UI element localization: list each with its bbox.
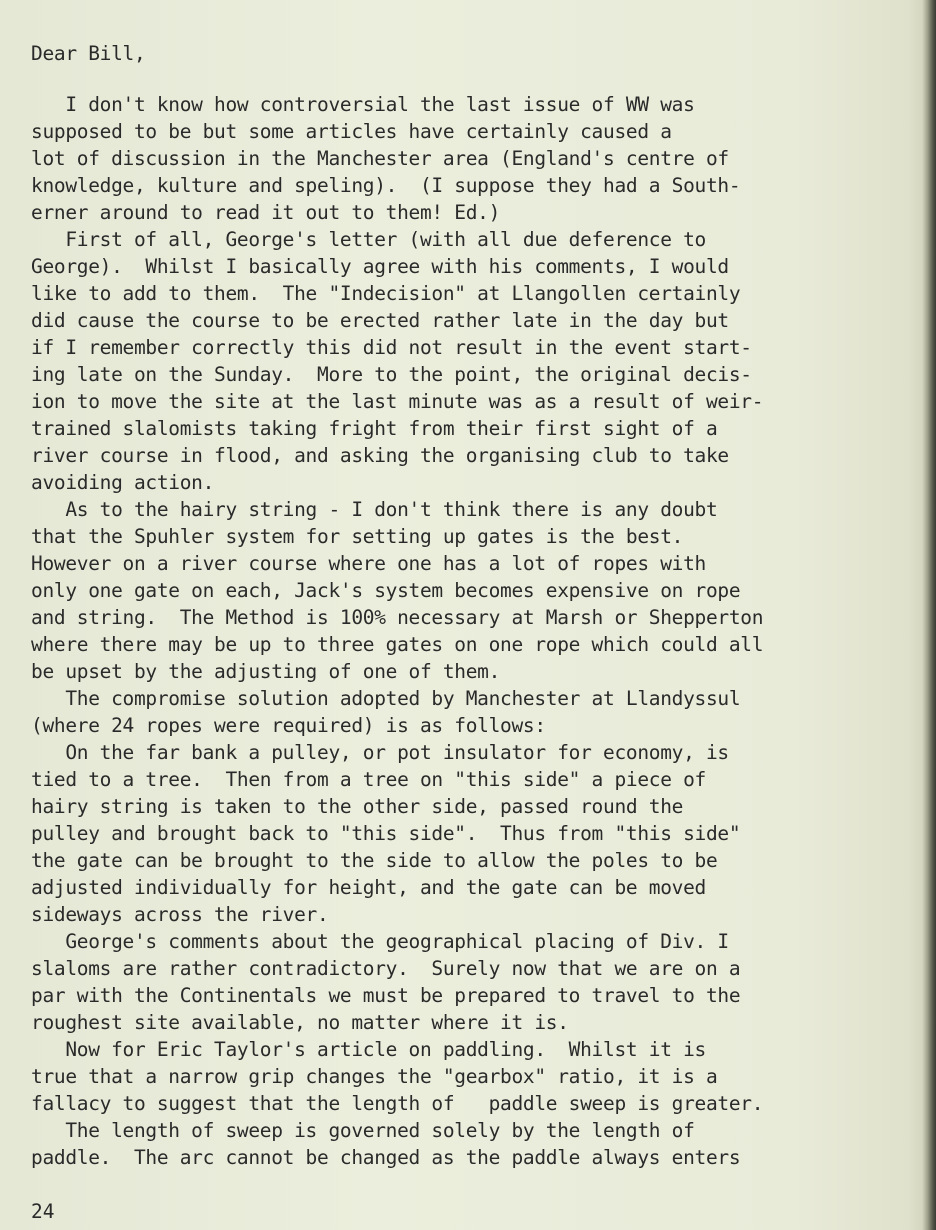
text-line: only one gate on each, Jack's system becomes expensive on rope: [31, 579, 741, 602]
salutation: Dear Bill,: [31, 42, 146, 65]
text-line: true that a narrow grip changes the "gearbox" ratio, it is a: [31, 1065, 718, 1088]
text-line: where there may be up to three gates on one rope which could all: [31, 633, 764, 656]
text-line: George). Whilst I basically agree with his comments, I would: [31, 255, 729, 278]
text-line: slaloms are rather contradictory. Surely now that we are on a: [31, 957, 741, 980]
text-line: tied to a tree. Then from a tree on "this side" a piece of: [31, 768, 706, 791]
text-line: pulley and brought back to "this side". Thus from "this side": [31, 822, 741, 845]
text-line: erner around to read it out to them! Ed.): [31, 201, 501, 224]
page-number: 24: [31, 1200, 55, 1223]
text-line: and string. The Method is 100% necessary at Marsh or Shepperton: [31, 606, 764, 629]
text-line: if I remember correctly this did not result in the event start-: [31, 336, 752, 359]
text-line: river course in flood, and asking the organising club to take: [31, 444, 729, 467]
text-line: roughest site available, no matter where it is.: [31, 1011, 569, 1034]
text-line: ion to move the site at the last minute was as a result of weir-: [31, 390, 764, 413]
text-line: avoiding action.: [31, 471, 215, 494]
text-line: lot of discussion in the Manchester area (England's centre of: [31, 147, 729, 170]
text-line: (where 24 ropes were required) is as follows:: [31, 714, 546, 737]
text-line: knowledge, kulture and speling). (I suppose they had a South-: [31, 174, 741, 197]
text-line: paddle. The arc cannot be changed as the paddle always enters: [31, 1146, 741, 1169]
text-line: did cause the course to be erected rather late in the day but: [31, 309, 729, 332]
text-line: be upset by the adjusting of one of them.: [31, 660, 501, 683]
text-line: trained slalomists taking fright from their first sight of a: [31, 417, 718, 440]
text-line: like to add to them. The "Indecision" at Llangollen certainly: [31, 282, 741, 305]
text-line: George's comments about the geographical placing of Div. I: [31, 930, 729, 953]
text-line: Now for Eric Taylor's article on paddling. Whilst it is: [31, 1038, 706, 1061]
text-line: par with the Continentals we must be prepared to travel to the: [31, 984, 741, 1007]
text-line: First of all, George's letter (with all due deference to: [31, 228, 706, 251]
text-line: sideways across the river.: [31, 903, 329, 926]
text-line: fallacy to suggest that the length of paddle sweep is greater.: [31, 1092, 764, 1115]
text-line: the gate can be brought to the side to allow the poles to be: [31, 849, 718, 872]
text-line: However on a river course where one has a lot of ropes with: [31, 552, 706, 575]
text-line: ing late on the Sunday. More to the point, the original decis-: [31, 363, 752, 386]
text-line: The compromise solution adopted by Manchester at Llandyssul: [31, 687, 741, 710]
text-line: As to the hairy string - I don't think there is any doubt: [31, 498, 718, 521]
text-line: adjusted individually for height, and the gate can be moved: [31, 876, 706, 899]
text-line: On the far bank a pulley, or pot insulator for economy, is: [31, 741, 729, 764]
text-line: I don't know how controversial the last issue of WW was: [31, 93, 695, 116]
text-line: hairy string is taken to the other side, passed round the: [31, 795, 684, 818]
text-line: supposed to be but some articles have certainly caused a: [31, 120, 672, 143]
text-line: The length of sweep is governed solely by the length of: [31, 1119, 695, 1142]
text-line: that the Spuhler system for setting up gates is the best.: [31, 525, 684, 548]
book-spine-shadow: [922, 0, 936, 1230]
